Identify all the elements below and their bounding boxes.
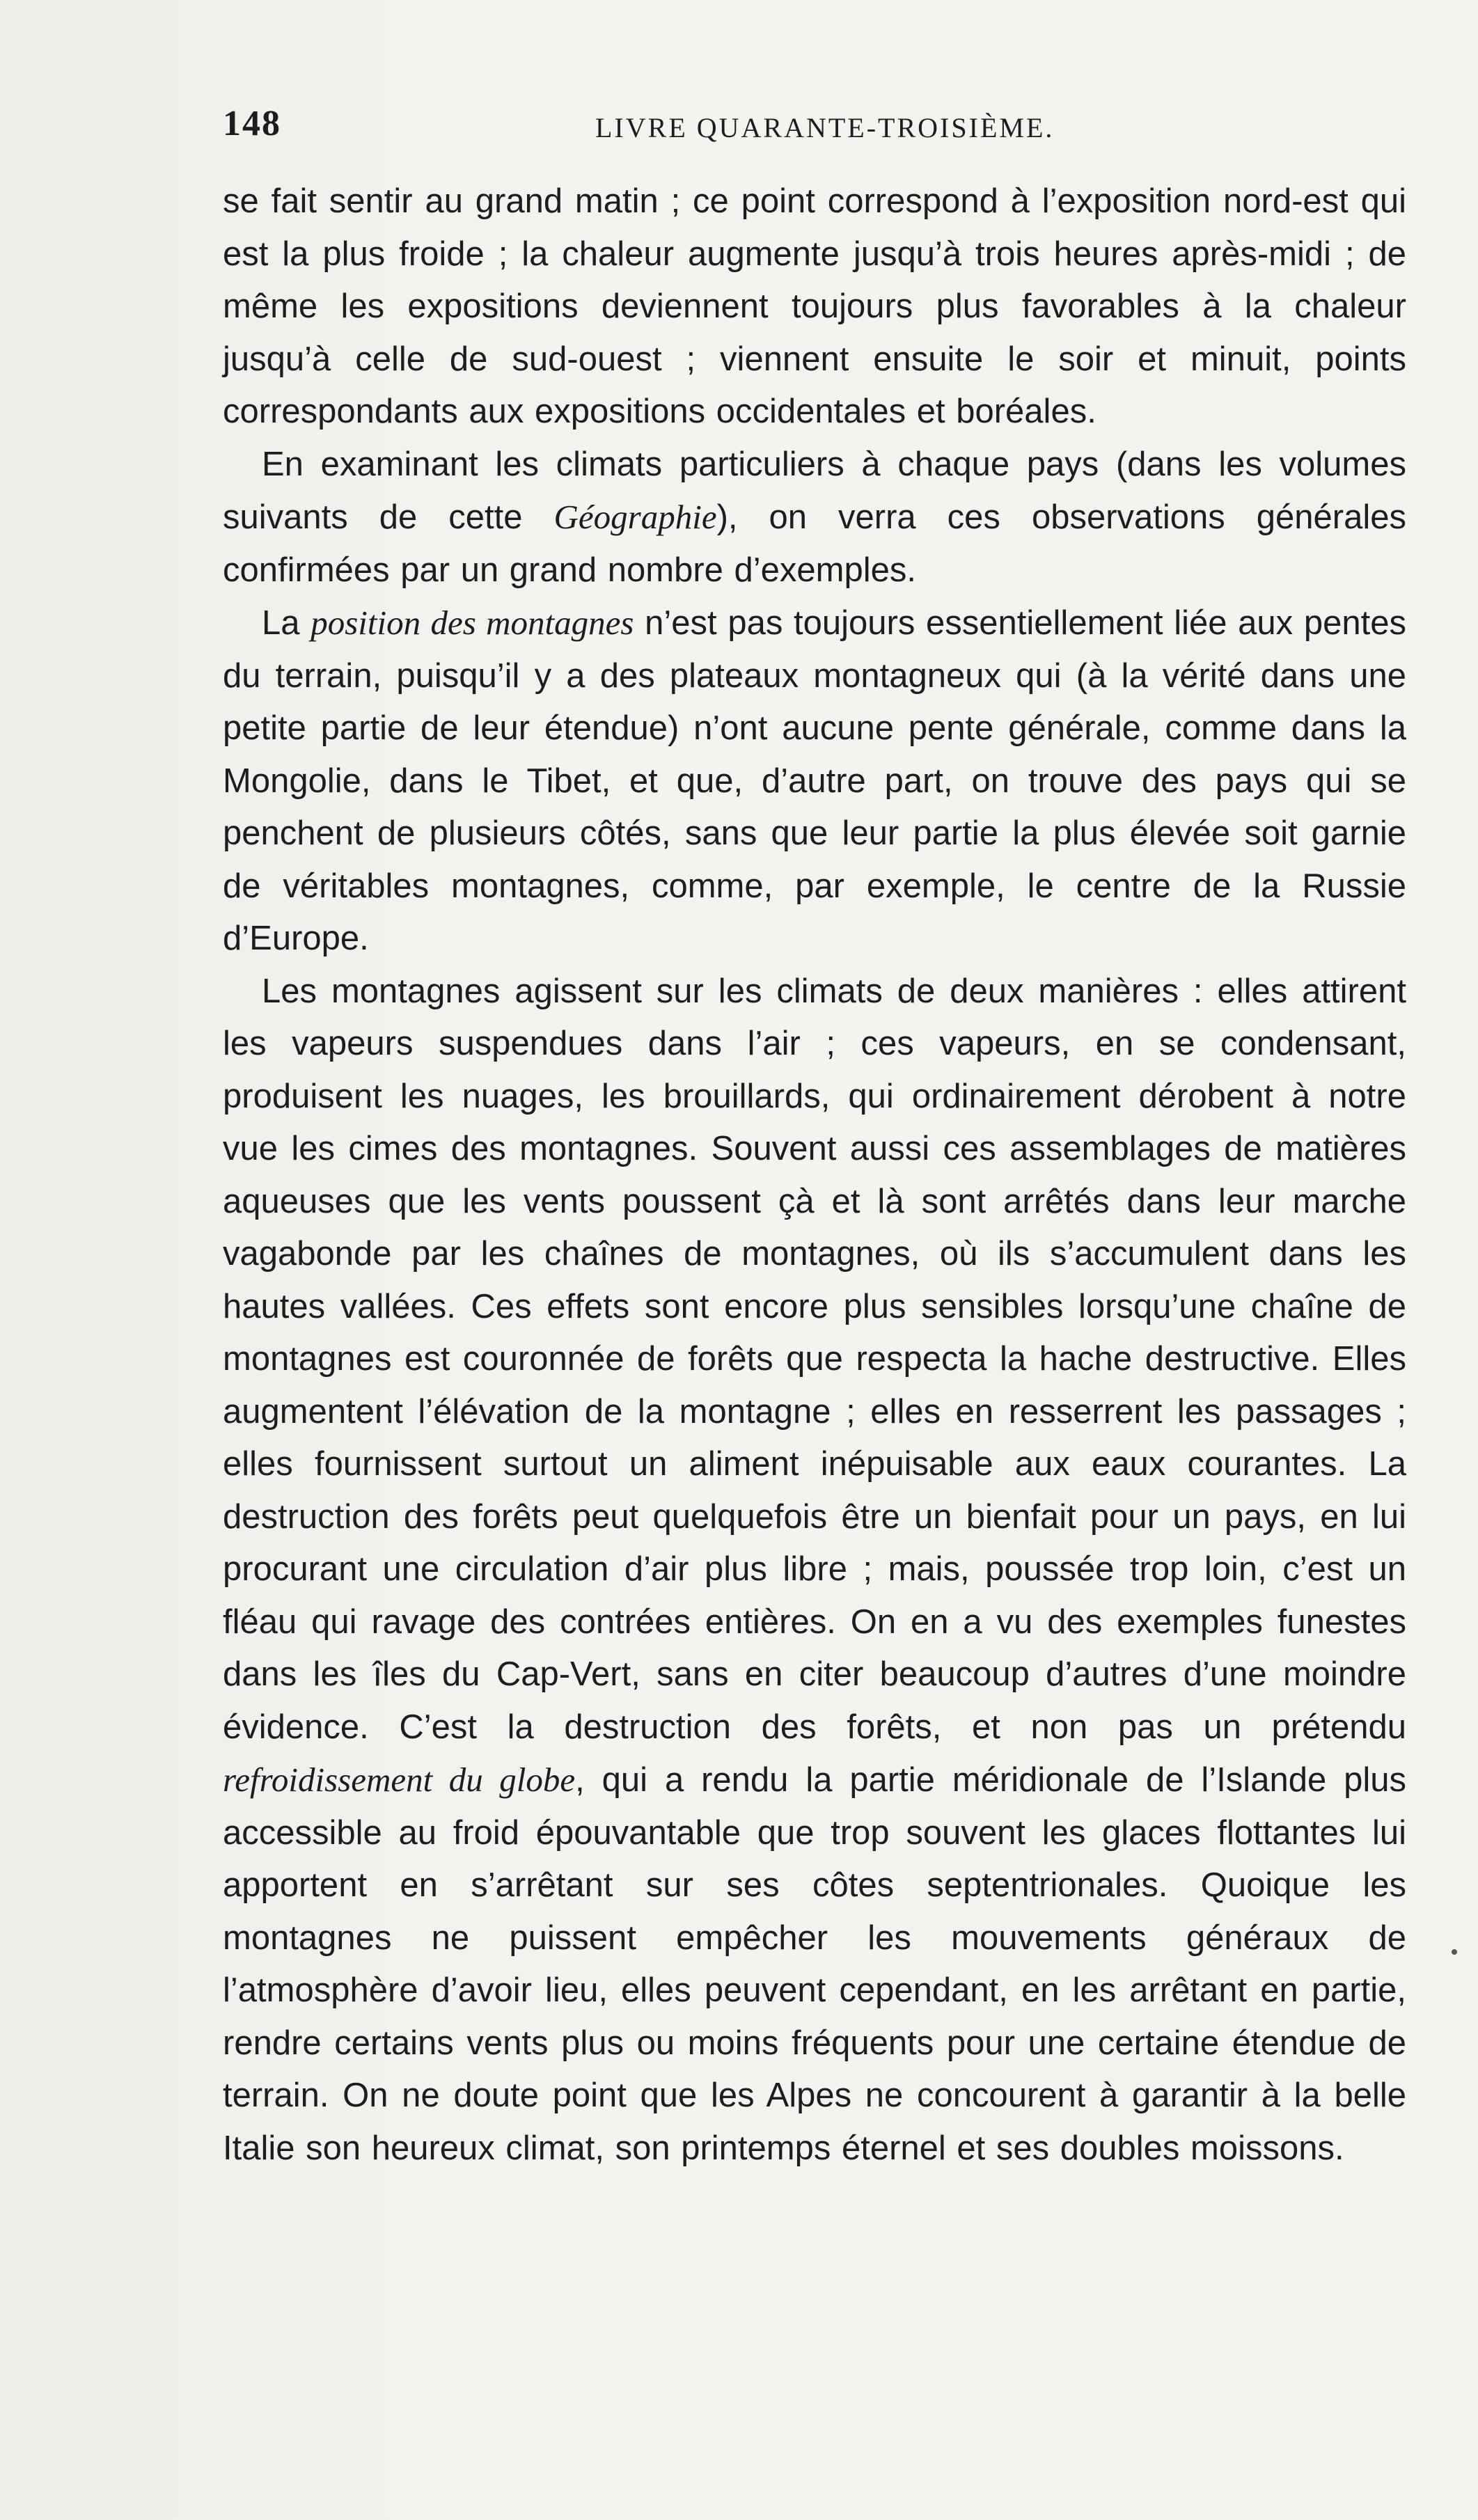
italic-text-run: refroidissement du globe — [223, 1761, 576, 1799]
text-run: , qui a rendu la partie méridionale de l’Islande plus accessible au froid épouvantable que trop souvent les glaces flottantes lui apportent en s’arrêtant sur ses côtes septentrionales. Quoique les montagnes ne puissent empêcher les mouvements généraux de l’atmosphère d’avoir lieu, elles peuvent cependant, en les arrêtant en partie, rendre certains vents plus ou moins fréquents pour une certaine étendue de terrain. On ne doute point que les Alpes ne concourent à garantir à la belle Italie son heureux climat, son printemps éternel et ses doubles moissons. — [223, 1761, 1406, 2167]
body-text — [223, 175, 1406, 2175]
italic-text-run: Géographie — [553, 498, 717, 536]
text-run: se fait sentir au grand matin ; ce point correspond à l’exposition nord-est qui est la plus froide ; la chaleur augmente jusqu’à trois heures après-midi ; de même les expositions deviennent toujours plus favorables à la chaleur jusqu’à celle de sud-ouest ; viennent ensuite le soir et minuit, points correspondants aux expositions occidentales et boréales. — [223, 182, 1406, 430]
text-run: En examinant les climats particuliers à chaque pays (dans les volumes suivants de cette — [223, 445, 1406, 536]
text-run: n’est pas toujours essentiellement liée aux pentes du terrain, puisqu’il y a des plateaux montagneux qui (à la vérité dans une petite partie de leur étendue) n’ont aucune pente générale, comme dans la Mongolie, dans le Tibet, et que, d’autre part, on trouve des pays qui se penchent de plusieurs côtés, sans que leur partie la plus élevée soit garnie de véritables montagnes, comme, par exemple, le centre de la Russie d’Europe. — [223, 604, 1406, 957]
page-number: 148 — [223, 104, 281, 143]
text-run: Les montagnes agissent sur les climats de deux manières : elles attirent les vapeurs suspendues dans l’air ; ces vapeurs, en se condensant, produisent les nuages, les brouillards, qui ordinairement dérobent à notre vue les cimes des montagnes. Souvent aussi ces assemblages de matières aqueuses que les vents poussent çà et là sont arrêtés dans leur marche vagabonde par les chaînes de montagnes, où ils s’accumulent dans les hautes vallées. Ces effets sont encore plus sensibles lorsqu’une chaîne de montagnes est couronnée de forêts que respecta la hache destructive. Elles augmentent l’élévation de la montagne ; elles en resserrent les passages ; elles fournissent surtout un aliment inépuisable aux eaux courantes. La destruction des forêts peut quelquefois être un bienfait pour un pays, en lui procurant une circulation d’air plus libre ; mais, poussée trop loin, c’est un fléau qui ravage des contrées entières. On en a vu des exemples funestes dans les îles du Cap-Vert, sans en citer beaucoup d’autres d’une moindre évidence. C’est la destruction des forêts, et non pas un prétendu — [223, 972, 1406, 1746]
paragraph-1 — [223, 175, 1406, 439]
paragraph-4 — [223, 966, 1406, 2175]
running-title: LIVRE QUARANTE-TROISIÈME. — [595, 112, 1055, 143]
ink-speck — [1452, 1949, 1457, 1955]
running-head — [223, 103, 1405, 152]
italic-text-run: position des montagnes — [310, 604, 634, 642]
paragraph-2 — [223, 439, 1406, 597]
text-run: ), on verra ces observations générales confirmées par un grand nombre d’exemples. — [223, 498, 1406, 589]
text-run: La — [262, 604, 311, 642]
paragraph-3 — [223, 597, 1406, 966]
